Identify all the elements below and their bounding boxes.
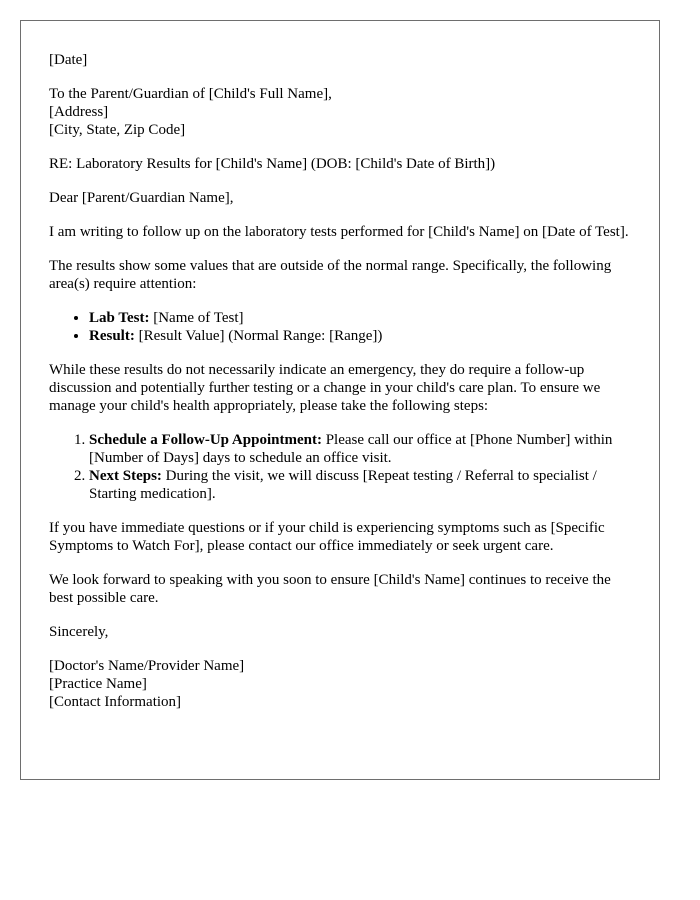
closing-paragraph: We look forward to speaking with you soon to ensure [Child's Name] continues to receive the best possible care. [49, 572, 611, 606]
recipient-line: To the Parent/Guardian of [Child's Full Name], [49, 86, 332, 102]
closing: Sincerely, [49, 624, 109, 640]
signature-block [49, 657, 631, 711]
practice-name: [Practice Name] [49, 676, 147, 692]
results-paragraph: The results show some values that are outside of the normal range. Specifically, the following area(s) require attention: [49, 258, 612, 292]
intro-paragraph: I am writing to follow up on the laboratory tests performed for [Child's Name] on [Date of Test]. [49, 224, 629, 240]
contact-information: [Contact Information] [49, 694, 182, 710]
step-appointment-text: Please call our office at [Phone Number] within [Number of Days] days to schedule an office visit. [89, 432, 613, 466]
results-list-item [89, 327, 631, 345]
steps-list-item [89, 467, 631, 503]
steps-list [49, 431, 631, 503]
step-next-text: During the visit, we will discuss [Repeat testing / Referral to specialist / Starting medication]. [89, 468, 597, 502]
lab-test-label: Lab Test: [89, 310, 150, 326]
results-list [49, 309, 631, 345]
address-line: [Address] [49, 104, 109, 120]
provider-name: [Doctor's Name/Provider Name] [49, 658, 245, 674]
recipient-address [49, 85, 631, 139]
results-list-item [89, 309, 631, 327]
result-value: [Result Value] (Normal Range: [Range]) [134, 328, 383, 344]
steps-list-item [89, 431, 631, 467]
letter-date: [Date] [49, 52, 88, 68]
city-state-zip-line: [City, State, Zip Code] [49, 122, 186, 138]
result-label: Result: [89, 328, 135, 344]
followup-paragraph: While these results do not necessarily indicate an emergency, they do require a follow-up discussion and potentially further testing or a change in your child's care plan. To ensure we manage your child's health appropriately, please take the following steps: [49, 362, 601, 414]
letter-page [20, 20, 660, 780]
symptoms-paragraph: If you have immediate questions or if your child is experiencing symptoms such as [Specific Symptoms to Watch For], please contact our office immediately or seek urgent care. [49, 520, 605, 554]
salutation: Dear [Parent/Guardian Name], [49, 190, 234, 206]
re-line: RE: Laboratory Results for [Child's Name] (DOB: [Child's Date of Birth]) [49, 156, 496, 172]
step-appointment-label: Schedule a Follow-Up Appointment: [89, 432, 322, 448]
step-next-label: Next Steps: [89, 468, 162, 484]
lab-test-value: [Name of Test] [149, 310, 244, 326]
